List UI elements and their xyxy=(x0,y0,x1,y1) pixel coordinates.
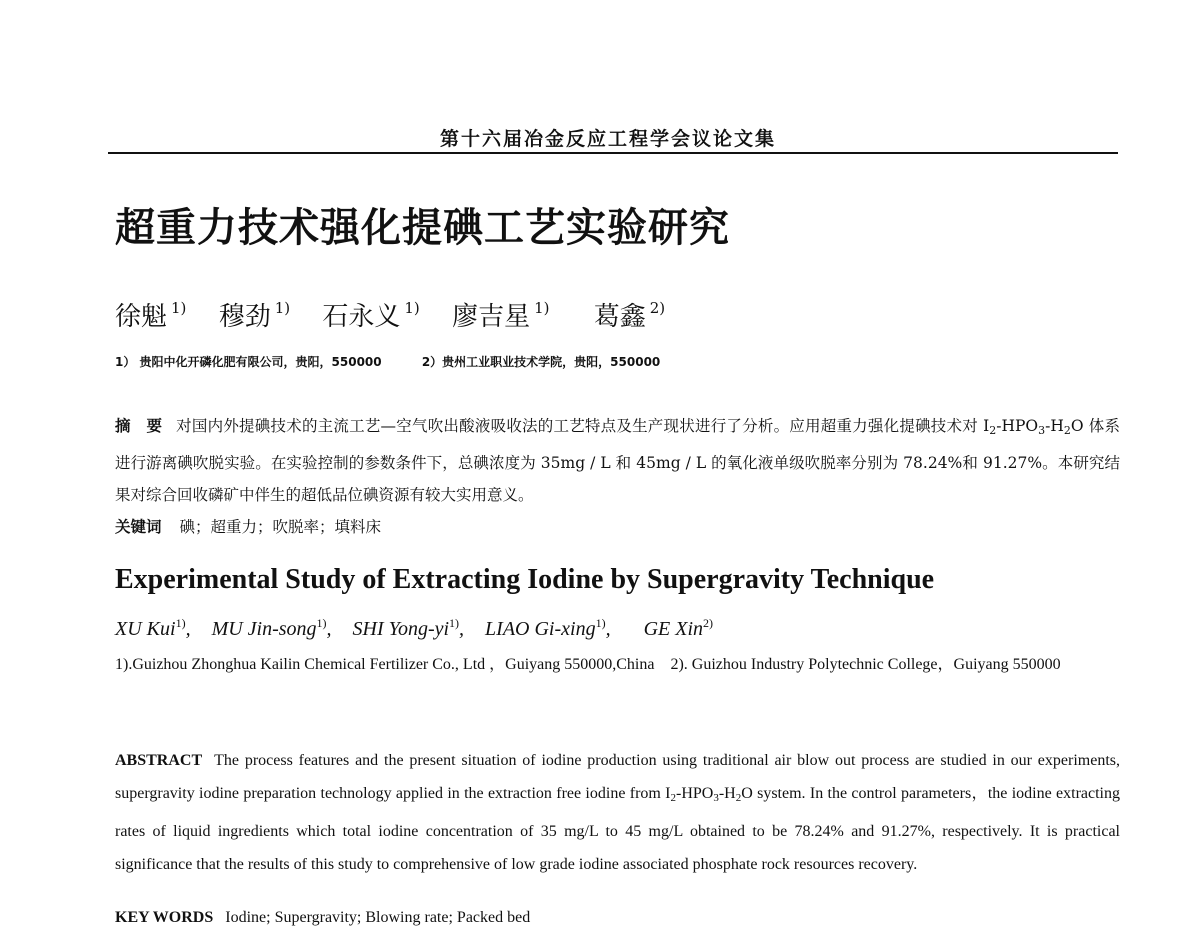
header-rule xyxy=(108,152,1118,154)
author-cn: 石永义 $^{1)}$ xyxy=(322,299,420,332)
chinese-authors xyxy=(115,296,665,333)
english-authors xyxy=(115,616,713,641)
running-header: 第十六届冶金反应工程学会议论文集 xyxy=(440,128,777,150)
author-cn: 廖吉星 $^{1)}$ xyxy=(452,299,550,332)
abstract-label-en: ABSTRACT xyxy=(115,752,203,769)
author-en: MU Jin-song$^{1)}$, xyxy=(211,616,332,640)
author-en: SHI Yong-$yi^{1)}$, xyxy=(352,616,465,640)
keywords-cn: 碘；超重力；吹脱率；填料床 xyxy=(179,518,382,536)
english-abstract: ABSTRACT The process features and the present situation of iodine production using traditional air blow out process are studied in our experiments, supergravity iodine preparation technology applied in the extraction free iodine from $I_2-HPO_3-H_2O$ system. In the control parameters，the iodine extracting rates of liquid ingredients which total iodine concentration of 35 mg/L to 45 mg/L obtained to be 78.24% and 91.27%, respectively. It is practical significance that the results of this study to comprehensive of low grade iodine associated phosphate rock resources recovery. xyxy=(115,752,1120,873)
author-cn: 穆劲 $^{1)}$ xyxy=(218,299,291,332)
keywords-en: Iodine; Supergravity; Blowing rate; Packed bed xyxy=(225,909,531,926)
author-en: LIAO Gi-xing$^{1)}$, xyxy=(485,616,611,640)
affiliation-en: 2). Guizhou Industry Polytechnic College，Guiyang 550000 xyxy=(670,656,1061,673)
author-en: GE Xin$^{2)}$ xyxy=(643,616,714,640)
affiliation-cn: 1） 贵阳中化开磷化肥有限公司，贵阳，550000 xyxy=(115,355,382,369)
chinese-affiliations xyxy=(115,353,660,370)
affiliation-en: 1).Guizhou Zhonghua Kailin Chemical Fertilizer Co., Ltd ，Guiyang 550000,China xyxy=(115,656,655,673)
keywords-label-en: KEY WORDS xyxy=(115,909,214,926)
english-title: Experimental Study of Extracting Iodine by Supergravity Technique xyxy=(115,564,935,595)
english-affiliations xyxy=(115,648,1120,681)
chinese-title: 超重力技术强化提碘工艺实验研究 xyxy=(115,205,730,251)
english-keywords xyxy=(115,909,530,927)
chinese-keywords xyxy=(115,515,381,537)
author-cn: 徐魁 $^{1)}$ xyxy=(115,299,187,332)
author-cn: 葛鑫 $^{2)}$ xyxy=(593,299,666,332)
chinese-abstract: 摘 要 对国内外提碘技术的主流工艺—空气吹出酸液吸收法的工艺特点及生产现状进行了分析。应用超重力强化提碘技术对 $I_2-HPO_3-H_2O$ 体系进行游离碘吹脱实验。在实验控制的参数条件下，总碘浓度为 35mg / L 和 45mg / L 的氧化液单级吹脱率分别为 78.24%和 91.27%。本研究结果对综合回收磷矿中伴生的超低品位碘资源有较大实用意义。 xyxy=(115,417,1120,504)
keywords-label-cn: 关键词 xyxy=(115,518,162,536)
author-en: XU Kui$^{1)}$, xyxy=(115,616,191,640)
affiliation-cn: 2）贵州工业职业技术学院，贵阳，550000 xyxy=(421,355,661,369)
abstract-label-cn: 摘 要 xyxy=(115,417,163,435)
